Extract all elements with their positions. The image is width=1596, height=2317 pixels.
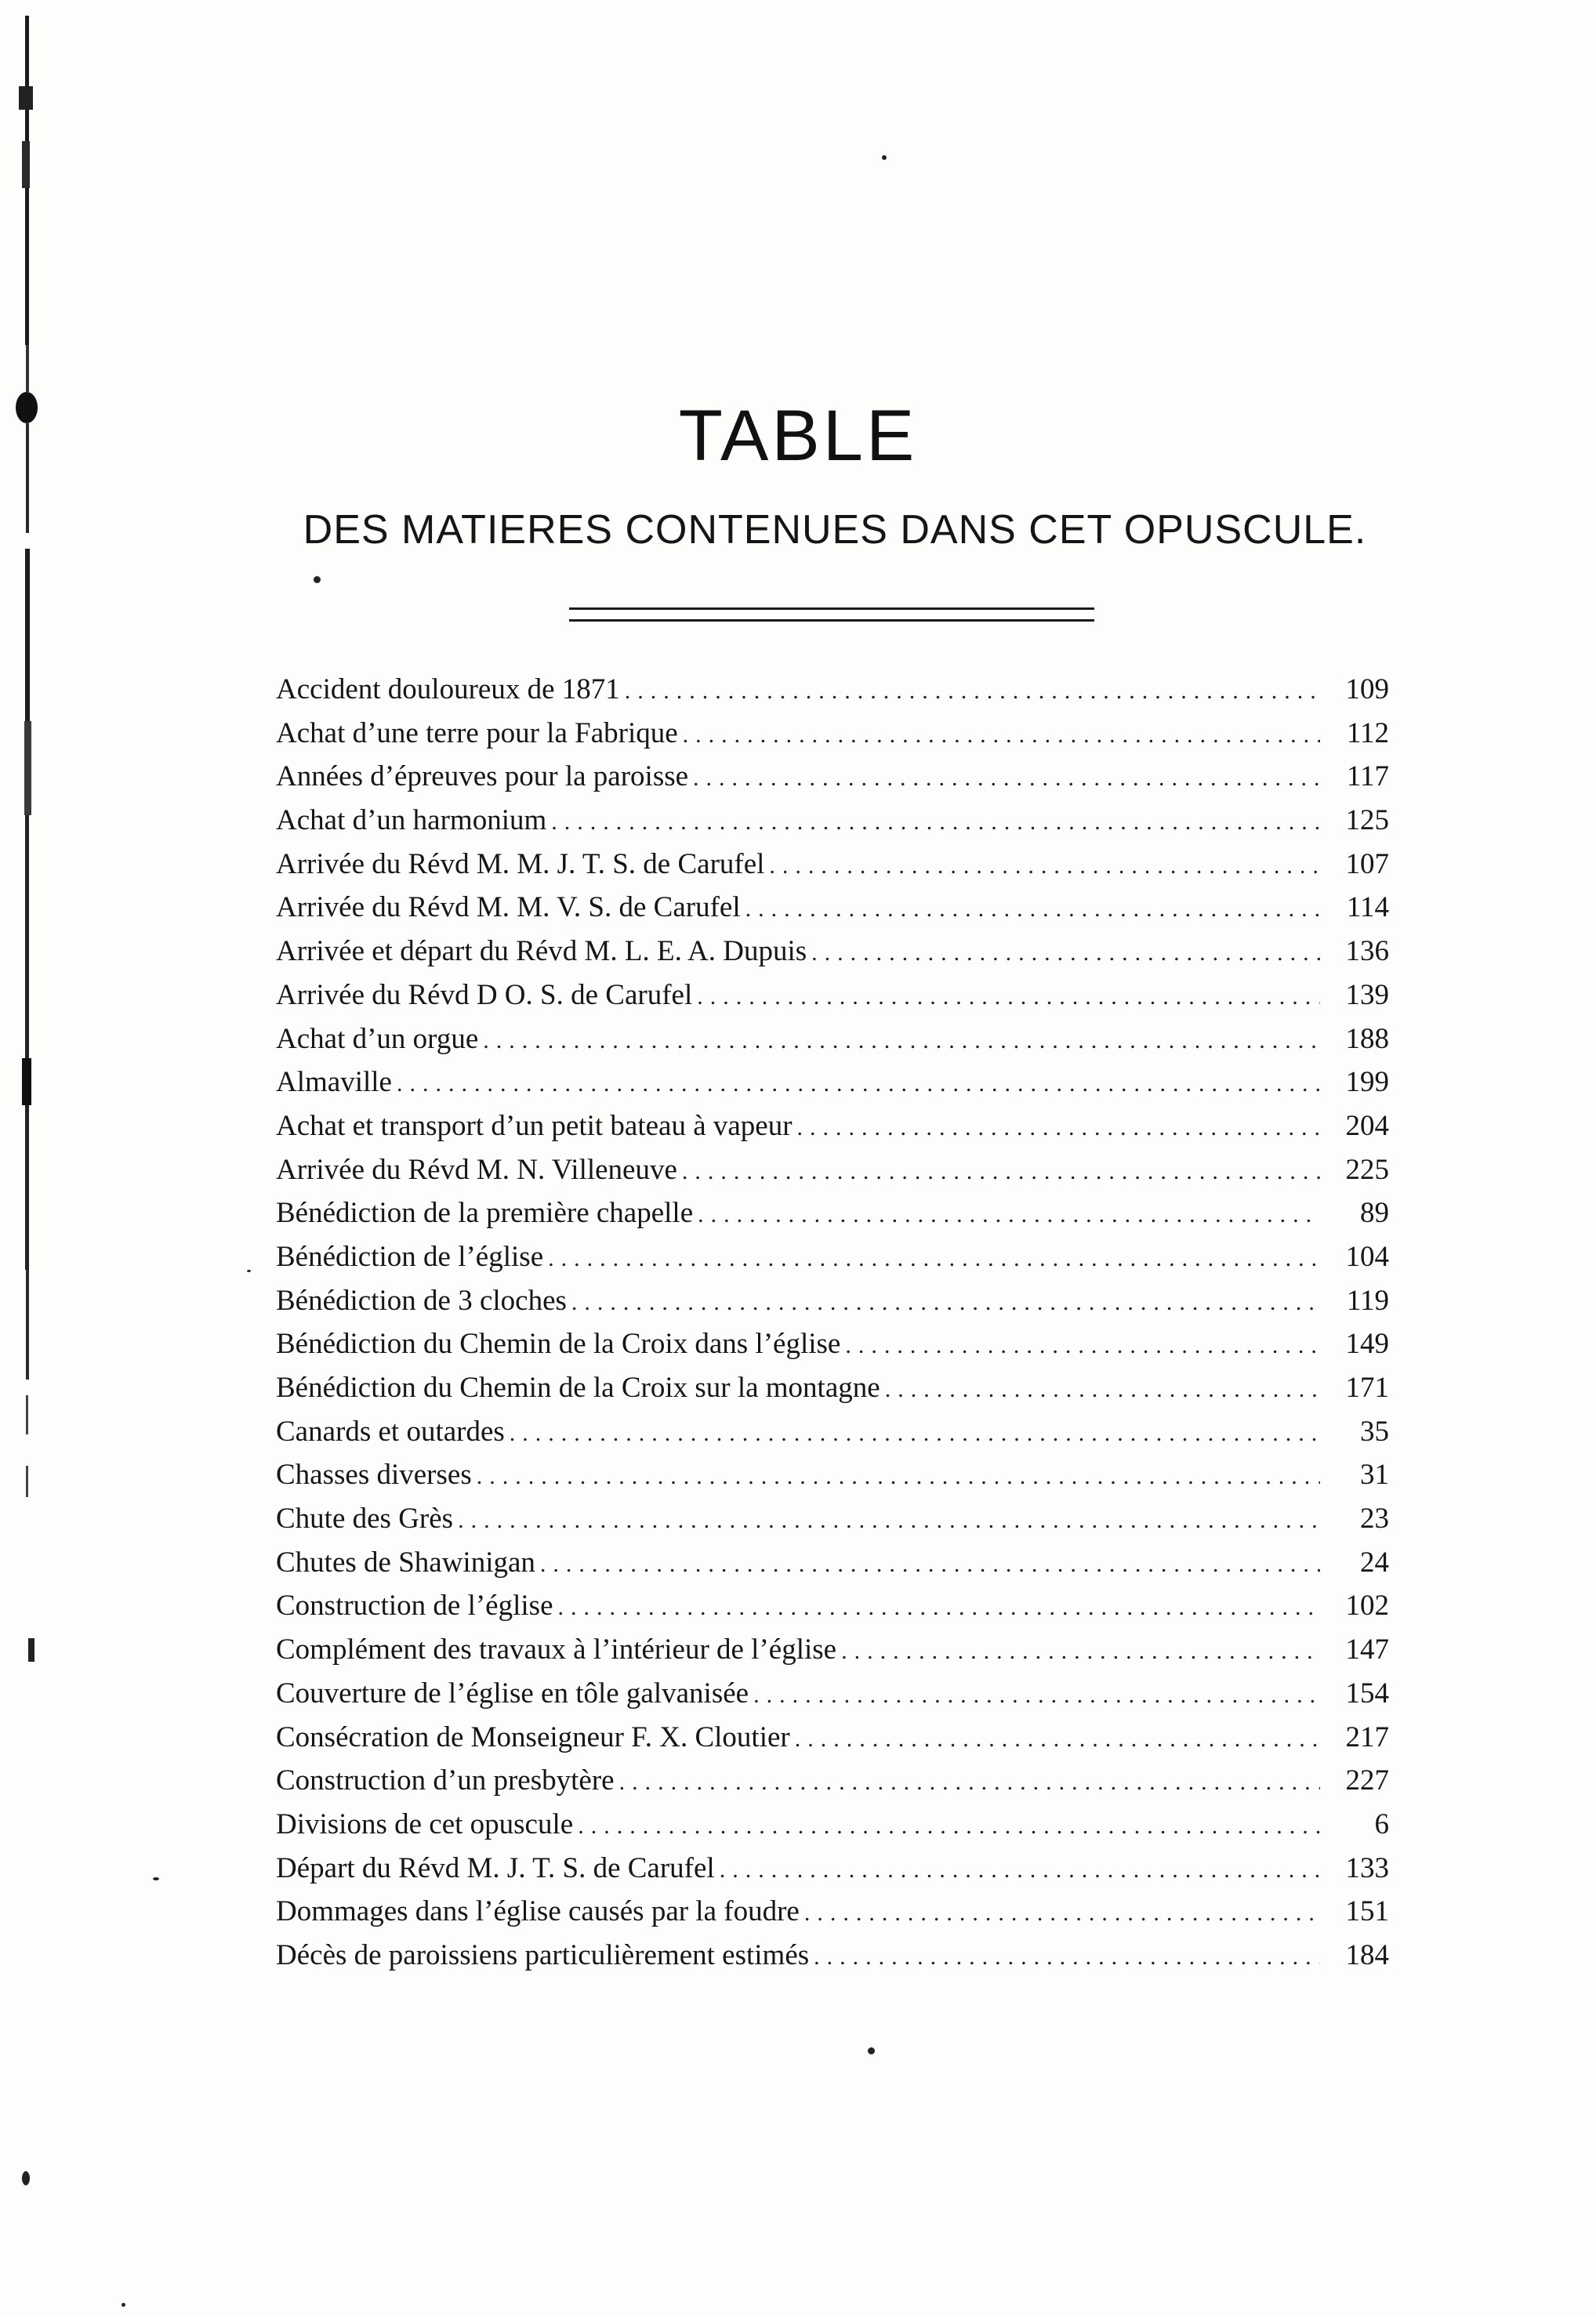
toc-entry-title: Accident douloureux de 1871 bbox=[276, 673, 620, 705]
toc-entry bbox=[276, 1890, 1389, 1934]
dot-leader bbox=[558, 1586, 1321, 1628]
toc-entry bbox=[276, 1716, 1389, 1760]
toc-entry-title: Bénédiction de la première chapelle bbox=[276, 1197, 694, 1230]
dot-leader bbox=[693, 756, 1320, 799]
toc-entry-title: Arrivée du Révd D O. S. de Carufel bbox=[276, 978, 693, 1011]
ink-speck bbox=[247, 1270, 251, 1272]
dot-leader bbox=[811, 931, 1320, 974]
toc-entry-page: 125 bbox=[1345, 804, 1389, 837]
toc-entry-title: Chasses diverses bbox=[276, 1459, 472, 1492]
toc-entry bbox=[276, 1759, 1389, 1803]
toc-entry-page: 23 bbox=[1360, 1503, 1389, 1536]
toc-entry bbox=[276, 1541, 1389, 1585]
toc-entry-title: Achat d’une terre pour la Fabrique bbox=[276, 716, 678, 749]
toc-entry-page: 112 bbox=[1346, 716, 1389, 749]
toc-entry-page: 204 bbox=[1345, 1109, 1389, 1142]
toc-entry-page: 107 bbox=[1345, 847, 1389, 880]
dot-leader bbox=[697, 975, 1320, 1017]
toc-entry-page: 109 bbox=[1345, 673, 1389, 705]
toc-entry bbox=[276, 1279, 1389, 1323]
toc-entry bbox=[276, 755, 1389, 799]
toc-entry-page: 199 bbox=[1345, 1066, 1389, 1099]
dot-leader bbox=[720, 1848, 1320, 1891]
toc-entry-page: 35 bbox=[1360, 1415, 1389, 1448]
toc-entry-title: Bénédiction de 3 cloches bbox=[276, 1284, 567, 1317]
toc-entry-page: 188 bbox=[1345, 1022, 1389, 1055]
toc-entry-page: 147 bbox=[1345, 1634, 1389, 1666]
toc-entry-title: Départ du Révd M. J. T. S. de Carufel bbox=[276, 1851, 715, 1884]
toc-entry-title: Complément des travaux à l’intérieur de l’église bbox=[276, 1634, 837, 1666]
ink-speck bbox=[122, 2303, 125, 2307]
dot-leader bbox=[753, 1673, 1320, 1716]
dot-leader bbox=[477, 1455, 1320, 1497]
toc-entry-title: Arrivée du Révd M. M. J. T. S. de Carufel bbox=[276, 847, 765, 880]
toc-entry bbox=[276, 668, 1389, 712]
ink-speck bbox=[153, 1877, 159, 1880]
dot-leader bbox=[814, 1935, 1320, 1978]
toc-entry bbox=[276, 1497, 1389, 1541]
dot-leader bbox=[804, 1891, 1320, 1934]
toc-entry-page: 184 bbox=[1345, 1938, 1389, 1971]
dot-leader bbox=[769, 844, 1320, 887]
toc-entry-page: 104 bbox=[1345, 1240, 1389, 1273]
toc-entry-title: Chute des Grès bbox=[276, 1503, 454, 1536]
toc-entry bbox=[276, 1934, 1389, 1978]
toc-entry-title: Arrivée du Révd M. N. Villeneuve bbox=[276, 1153, 677, 1186]
dot-leader bbox=[625, 669, 1320, 712]
toc-entry bbox=[276, 930, 1389, 974]
dot-leader bbox=[682, 1150, 1320, 1192]
dot-leader bbox=[619, 1760, 1320, 1803]
toc-entry-title: Canards et outardes bbox=[276, 1415, 505, 1448]
toc-entry-title: Bénédiction du Chemin de la Croix sur la montagne bbox=[276, 1372, 880, 1404]
toc-entry bbox=[276, 886, 1389, 930]
toc-entry bbox=[276, 1672, 1389, 1716]
toc-entry bbox=[276, 1148, 1389, 1192]
toc-entry bbox=[276, 799, 1389, 843]
toc-entry-page: 31 bbox=[1360, 1459, 1389, 1492]
toc-entry-page: 139 bbox=[1345, 978, 1389, 1011]
toc-entry-title: Bénédiction du Chemin de la Croix dans l’église bbox=[276, 1328, 841, 1361]
toc-entry bbox=[276, 1628, 1389, 1672]
toc-entry-page: 225 bbox=[1345, 1153, 1389, 1186]
toc-entry-title: Consécration de Monseigneur F. X. Cloutier bbox=[276, 1721, 790, 1753]
toc-entry-title: Construction de l’église bbox=[276, 1590, 553, 1623]
dot-leader bbox=[797, 1106, 1320, 1148]
dot-leader bbox=[458, 1499, 1320, 1541]
toc-entry-page: 171 bbox=[1345, 1372, 1389, 1404]
toc-entry bbox=[276, 1322, 1389, 1366]
toc-entry bbox=[276, 1104, 1389, 1148]
dot-leader bbox=[510, 1412, 1320, 1454]
toc-entry bbox=[276, 1235, 1389, 1279]
ink-speck bbox=[882, 155, 887, 160]
toc-entry bbox=[276, 1191, 1389, 1235]
toc-entry-title: Chutes de Shawinigan bbox=[276, 1546, 535, 1579]
toc-entry bbox=[276, 1017, 1389, 1061]
toc-entry bbox=[276, 1410, 1389, 1454]
toc-entry-title: Décès de paroissiens particulièrement estimés bbox=[276, 1938, 810, 1971]
title-divider-bottom bbox=[569, 619, 1094, 622]
toc-entry-title: Années d’épreuves pour la paroisse bbox=[276, 760, 689, 793]
dot-leader bbox=[698, 1193, 1320, 1235]
toc-entry-page: 217 bbox=[1345, 1721, 1389, 1753]
ink-speck bbox=[22, 2171, 30, 2185]
toc-entry-title: Divisions de cet opuscule bbox=[276, 1808, 574, 1840]
dot-leader bbox=[745, 887, 1320, 930]
toc-entry-page: 119 bbox=[1346, 1284, 1389, 1317]
toc-entry-title: Achat d’un orgue bbox=[276, 1022, 479, 1055]
page-subtitle: DES MATIERES CONTENUES DANS CET OPUSCULE. bbox=[303, 507, 1367, 553]
dot-leader bbox=[683, 713, 1320, 756]
dot-leader bbox=[548, 1237, 1320, 1279]
dot-leader bbox=[578, 1804, 1320, 1847]
toc-entry bbox=[276, 843, 1389, 887]
toc-entry-title: Couverture de l’église en tôle galvanisée bbox=[276, 1677, 749, 1710]
ink-speck bbox=[868, 2047, 875, 2054]
toc-entry-page: 24 bbox=[1360, 1546, 1389, 1579]
dot-leader bbox=[845, 1324, 1320, 1366]
dot-leader bbox=[571, 1281, 1320, 1323]
ink-speck bbox=[314, 576, 321, 583]
table-of-contents bbox=[276, 668, 1389, 1978]
toc-entry bbox=[276, 974, 1389, 1017]
toc-entry-page: 133 bbox=[1345, 1851, 1389, 1884]
toc-entry-page: 149 bbox=[1345, 1328, 1389, 1361]
toc-entry-page: 6 bbox=[1374, 1808, 1389, 1840]
dot-leader bbox=[483, 1019, 1320, 1061]
dot-leader bbox=[841, 1630, 1320, 1672]
toc-entry bbox=[276, 1803, 1389, 1847]
toc-entry-title: Achat d’un harmonium bbox=[276, 804, 547, 837]
page-title: TABLE bbox=[678, 396, 918, 476]
toc-entry-page: 136 bbox=[1345, 935, 1389, 968]
toc-entry-title: Bénédiction de l’église bbox=[276, 1240, 544, 1273]
toc-entry-title: Arrivée et départ du Révd M. L. E. A. Dupuis bbox=[276, 935, 807, 968]
toc-entry-title: Almaville bbox=[276, 1066, 392, 1099]
toc-entry bbox=[276, 1061, 1389, 1104]
binding-edge-marks bbox=[13, 16, 39, 1701]
toc-entry bbox=[276, 1584, 1389, 1628]
toc-entry-page: 102 bbox=[1345, 1590, 1389, 1623]
toc-entry-title: Achat et transport d’un petit bateau à vapeur bbox=[276, 1109, 793, 1142]
toc-entry-page: 154 bbox=[1345, 1677, 1389, 1710]
toc-entry-page: 227 bbox=[1345, 1764, 1389, 1797]
title-divider-top bbox=[569, 607, 1094, 610]
dot-leader bbox=[551, 800, 1320, 843]
toc-entry-page: 114 bbox=[1346, 891, 1389, 924]
dot-leader bbox=[795, 1717, 1320, 1760]
dot-leader bbox=[397, 1062, 1320, 1104]
toc-entry bbox=[276, 712, 1389, 756]
dot-leader bbox=[540, 1543, 1320, 1585]
toc-entry-title: Construction d’un presbytère bbox=[276, 1764, 615, 1797]
toc-entry bbox=[276, 1366, 1389, 1410]
toc-entry-page: 151 bbox=[1345, 1895, 1389, 1928]
toc-entry-title: Dommages dans l’église causés par la foudre bbox=[276, 1895, 800, 1928]
toc-entry bbox=[276, 1453, 1389, 1497]
dot-leader bbox=[885, 1368, 1320, 1410]
toc-entry-page: 117 bbox=[1346, 760, 1389, 793]
toc-entry bbox=[276, 1847, 1389, 1891]
toc-entry-title: Arrivée du Révd M. M. V. S. de Carufel bbox=[276, 891, 741, 924]
toc-entry-page: 89 bbox=[1360, 1197, 1389, 1230]
